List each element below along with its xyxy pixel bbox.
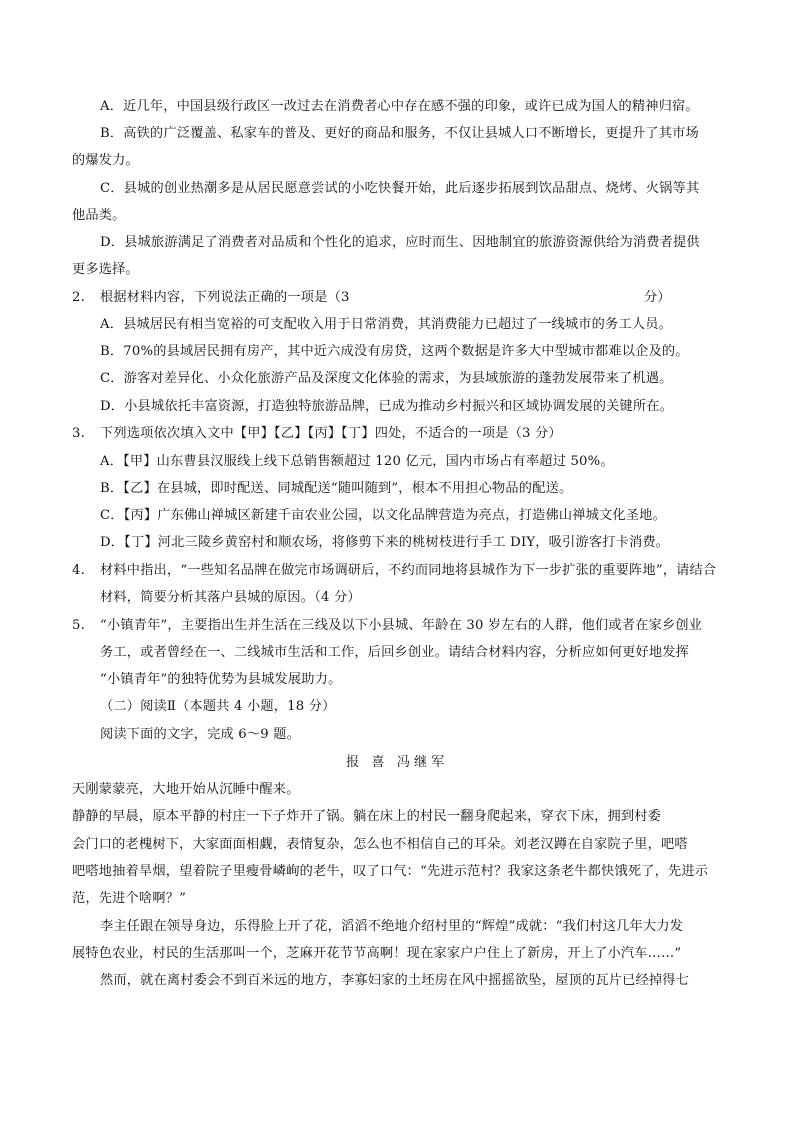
q3-option-a: A．【甲】山东曹县汉服线上线下总销售额超过 120 亿元，国内市场占有率超过 50%。	[100, 454, 614, 469]
q1-option-d-cont: 更多选择。	[72, 262, 139, 277]
q4-stem-cont: 材料，简要分析其落户县城的原因。（4 分）	[100, 590, 361, 605]
story-paragraph-2-cont-3: 范，先进个啥啊？”	[72, 891, 187, 906]
q1-option-d: D．县城旅游满足了消费者对品质和个性化的追求，应时而生、因地制宜的旅游资源供给为消费者提供	[100, 235, 700, 250]
story-paragraph-3: 李主任跟在领导身边，乐得脸上开了花，滔滔不绝地介绍村里的“辉煌”成就：“我们村这几年大力发	[100, 919, 684, 934]
story-paragraph-2: 静静的早晨，原本平静的村庄一下子炸开了锅。躺在床上的村民一翻身爬起来，穿衣下床，拥到村委	[72, 809, 662, 824]
story-paragraph-3-cont: 展特色农业，村民的生活那叫一个，芝麻开花节节高啊！现在家家户户住上了新房，开上了小汽车……”	[72, 946, 682, 961]
q5-stem: “小镇青年”，主要指出生并生活在三线及以下小县城、年龄在 30 岁左右的人群，他们或者在家乡创业	[100, 618, 703, 633]
section-instruction: 阅读下面的文字，完成 6～9 题。	[100, 727, 301, 742]
q3-option-b: B．【乙】在县城，即时配送、同城配送“随叫随到”，根本不用担心物品的配送。	[100, 481, 573, 496]
q1-option-c: C．县城的创业热潮多是从居民愿意尝试的小吃快餐开始，此后逐步拓展到饮品甜点、烧烤、火锅等其	[100, 181, 700, 196]
q2-option-a: A．县城居民有相当宽裕的可支配收入用于日常消费，其消费能力已超过了一线城市的务工人员。	[100, 317, 672, 332]
q3-option-d: D．【丁】河北三陵乡黄窑村和顺农场，将修剪下来的桃树枝进行手工 DIY，吸引游客打卡消费。	[100, 535, 670, 550]
q1-option-a: A．近几年，中国县级行政区一改过去在消费者心中存在感不强的印象，或许已成为国人的精神归宿。	[100, 99, 699, 114]
q5-stem-cont-1: 务工，或者曾经在一、二线城市生活和工作，后回乡创业。请结合材料内容，分析应如何更好地发挥	[100, 645, 690, 660]
q3-option-c: C．【丙】广东佛山禅城区新建千亩农业公园，以文化品牌营造为亮点，打造佛山禅城文化圣地。	[100, 508, 666, 523]
q5-stem-cont-2: “小镇青年”的独特优势为县城发展助力。	[100, 672, 342, 687]
q2-stem: 根据材料内容，下列说法正确的一项是（3	[100, 290, 350, 305]
story-paragraph-1: 天刚蒙蒙亮，大地开始从沉睡中醒来。	[72, 782, 300, 797]
q1-option-c-cont: 他品类。	[72, 208, 126, 223]
q2-option-b: B．70%的县域居民拥有房产，其中近六成没有房贷，这两个数据是许多大中型城市都难以企及的。	[100, 344, 689, 359]
q4-number: 4.	[72, 563, 85, 578]
q4-stem: 材料中指出，“一些知名品牌在做完市场调研后，不约而同地将县城作为下一步扩张的重要阵地”，请结合	[100, 563, 717, 578]
q3-number: 3.	[72, 426, 85, 441]
q2-option-d: D．小县城依托丰富资源，打造独特旅游品牌，已成为推动乡村振兴和区域协调发展的关键所在。	[100, 399, 674, 414]
story-paragraph-2-cont-2: 吧嗒地抽着旱烟，望着院子里瘦骨嶙峋的老牛，叹了口气：“先进示范村？我家这条老牛都快饿死了，先进示	[72, 864, 709, 879]
q1-option-b-cont: 的爆发力。	[72, 153, 139, 168]
story-paragraph-2-cont-1: 会门口的老槐树下，大家面面相觑，表情复杂，怎么也不相信自己的耳朵。刘老汉蹲在自家院子里，吧嗒	[72, 837, 688, 852]
q2-number: 2.	[72, 290, 85, 305]
q2-option-c: C．游客对差异化、小众化旅游产品及深度文化体验的需求，为县域旅游的蓬勃发展带来了机遇。	[100, 371, 673, 386]
q3-stem: 下列选项依次填入文中【甲】【乙】【丙】【丁】四处，不适合的一项是（3 分）	[100, 426, 562, 441]
q5-number: 5.	[72, 618, 85, 633]
story-title: 报 喜 冯继军	[346, 755, 449, 770]
section-heading: （二）阅读Ⅱ（本题共 4 小题，18 分）	[100, 699, 336, 714]
story-paragraph-4: 然而，就在离村委会不到百米远的地方，李寡妇家的土坯房在风中摇摇欲坠，屋顶的瓦片已经掉得七	[100, 973, 690, 988]
q2-score: 分）	[644, 290, 671, 305]
q1-option-b: B．高铁的广泛覆盖、私家车的普及、更好的商品和服务，不仅让县城人口不断增长，更提升了其市场	[100, 126, 699, 141]
